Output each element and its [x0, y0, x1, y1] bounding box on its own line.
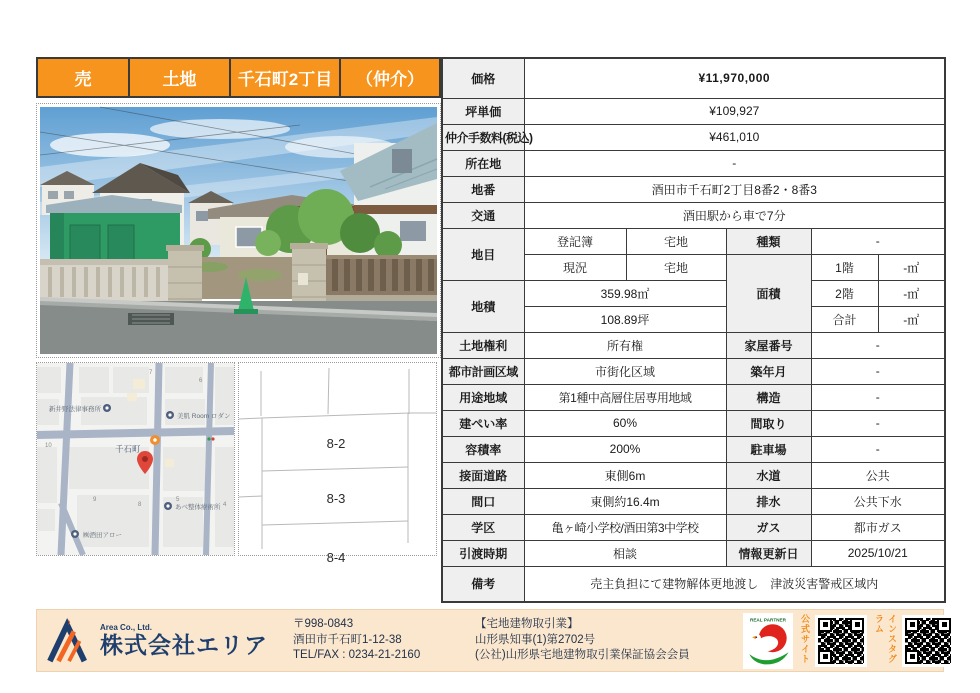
company-logo-icon: [45, 618, 95, 664]
far-label: 容積率: [442, 436, 524, 462]
unit-price-label: 坪単価: [442, 98, 524, 124]
poi-label-beauty-room: 美肌 Room ロダン: [177, 413, 231, 420]
map-illustration: [37, 363, 234, 555]
parcel-label-8-3: 8-3: [326, 491, 346, 506]
city-planning-value: 市街化区域: [524, 358, 726, 384]
official-site-qr-label: 公式サイト: [800, 613, 810, 664]
row-location: [442, 150, 945, 176]
flyer-sheet: [36, 57, 944, 672]
floor-area-f2-key: 2階: [811, 280, 878, 306]
row-remarks: [442, 566, 945, 602]
parcel-label-partial: 8-4: [326, 550, 346, 565]
svg-text:10: 10: [45, 443, 52, 449]
street-address: 酒田市千石町1-12-38: [293, 633, 402, 646]
location-label: 所在地: [442, 150, 524, 176]
parcel-label-8-2: 8-2: [326, 436, 346, 451]
land-rights-value: 所有権: [524, 332, 726, 358]
svg-text:5: 5: [176, 497, 180, 503]
lower-panels: [36, 362, 441, 565]
building-type-value: -: [811, 228, 945, 254]
frontage-label: 間口: [442, 488, 524, 514]
land-area-tsubo: 108.89坪: [524, 306, 726, 332]
lot-number-value: 酒田市千石町2丁目8番2・8番3: [524, 176, 945, 202]
svg-text:7: 7: [149, 370, 153, 376]
row-unit-price: [442, 98, 945, 124]
row-brokerage-fee: [442, 124, 945, 150]
front-road-value: 東側6m: [524, 462, 726, 488]
gas-label: ガス: [726, 514, 811, 540]
land-category-registry-key: 登記簿: [524, 228, 626, 254]
row-front-road: [442, 462, 945, 488]
qr-finder-icon: [905, 618, 919, 632]
parcel-diagram-illustration: [239, 363, 436, 565]
access-value: 酒田駅から車で7分: [524, 202, 945, 228]
svg-text:9: 9: [93, 497, 97, 503]
license-block: [475, 617, 741, 664]
row-coverage: [442, 410, 945, 436]
row-city-planning: [442, 358, 945, 384]
svg-text:4: 4: [223, 502, 227, 508]
land-area-sqm: 359.98㎡: [524, 280, 726, 306]
company-name-en: Area Co., Ltd.: [100, 623, 153, 633]
header-cell-land: 土地: [130, 59, 231, 96]
floor-area-total-key: 合計: [811, 306, 878, 332]
instagram-qr-code: [902, 615, 954, 667]
gas-value: 都市ガス: [811, 514, 945, 540]
instagram-qr-label: インスタグラム: [874, 613, 897, 664]
access-label: 交通: [442, 202, 524, 228]
water-value: 公共: [811, 462, 945, 488]
school-district-label: 学区: [442, 514, 524, 540]
floor-plan-label: 間取り: [726, 410, 811, 436]
house-number-value: -: [811, 332, 945, 358]
floor-area-total-value: -㎡: [878, 306, 945, 332]
property-photo: [36, 103, 441, 358]
unit-price-value: ¥109,927: [524, 98, 945, 124]
structure-label: 構造: [726, 384, 811, 410]
tel-fax: TEL/FAX : 0234-21-2160: [293, 649, 421, 662]
built-date-value: -: [811, 358, 945, 384]
real-partner-text: REAL PARTNER: [749, 616, 787, 622]
company-address-block: [293, 617, 475, 664]
parking-value: -: [811, 436, 945, 462]
qr-finder-icon: [818, 650, 832, 664]
land-category-current-key: 現況: [524, 254, 626, 280]
location-value: -: [524, 150, 945, 176]
school-district-value: 亀ヶ崎小学校/酒田第3中学校: [524, 514, 726, 540]
company-names: [100, 624, 268, 657]
left-column: [36, 57, 441, 565]
handover-label: 引渡時期: [442, 540, 524, 566]
row-land-category-registry: [442, 228, 945, 254]
brokerage-fee-label: 仲介手数料(税込): [442, 124, 524, 150]
floor-area-f2-value: -㎡: [878, 280, 945, 306]
sewage-label: 排水: [726, 488, 811, 514]
land-category-label: 地目: [442, 228, 524, 280]
row-school-district: [442, 514, 945, 540]
remarks-label: 備考: [442, 566, 524, 602]
row-price: [442, 58, 945, 98]
qr-finder-icon: [905, 650, 919, 664]
floor-plan-value: -: [811, 410, 945, 436]
land-category-current-value: 宅地: [626, 254, 726, 280]
price-value: ¥11,970,000: [524, 58, 945, 98]
header-cell-sale: 売: [38, 59, 130, 96]
real-partner-icon: [743, 613, 793, 669]
association-membership: (公社)山形県宅地建物取引業保証協会会員: [475, 649, 690, 662]
sewage-value: 公共下水: [811, 488, 945, 514]
row-land-rights: [442, 332, 945, 358]
property-photo-illustration: [40, 107, 437, 354]
water-label: 水道: [726, 462, 811, 488]
official-site-qr-code: [815, 615, 867, 667]
row-frontage: [442, 488, 945, 514]
lot-number-label: 地番: [442, 176, 524, 202]
parking-label: 駐車場: [726, 436, 811, 462]
row-zoning: [442, 384, 945, 410]
handover-value: 相談: [524, 540, 726, 566]
traffic-light-icon: [207, 437, 210, 440]
far-value: 200%: [524, 436, 726, 462]
zoning-label: 用途地域: [442, 384, 524, 410]
svg-text:8: 8: [138, 502, 142, 508]
qr-finder-icon: [937, 618, 951, 632]
building-type-label: 種類: [726, 228, 811, 254]
official-site-qr-group: [799, 614, 867, 668]
footer: [36, 609, 944, 672]
structure-value: -: [811, 384, 945, 410]
header-cell-brokerage: （仲介）: [356, 70, 424, 89]
svg-text:6: 6: [199, 378, 203, 384]
property-spec-table: [441, 57, 946, 603]
instagram-qr-group: [873, 614, 954, 668]
road: [40, 297, 437, 354]
company-logo-block: [45, 618, 293, 664]
zoning-value: 第1種中高層住居専用地域: [524, 384, 726, 410]
info-updated-value: 2025/10/21: [811, 540, 945, 566]
company-name-jp: 株式会社エリア: [100, 631, 268, 658]
real-partner-logo: [743, 613, 793, 669]
remarks-value: 売主負担にて建物解体更地渡し 津波災害警戒区域内: [524, 566, 945, 602]
frontage-value: 東側約16.4m: [524, 488, 726, 514]
land-rights-label: 土地権利: [442, 332, 524, 358]
map-area-label: 千石町: [115, 444, 141, 454]
floor-area-f1-value: -㎡: [878, 254, 945, 280]
info-updated-label: 情報更新日: [726, 540, 811, 566]
header-cell-district: 千石町2丁目: [231, 59, 341, 96]
row-land-area-sqm: [442, 280, 945, 306]
row-lot-number: [442, 176, 945, 202]
poi-label-arrow: ㈱酒田アロー: [83, 532, 122, 539]
top-section: [36, 57, 944, 603]
postal-code: 〒998-0843: [293, 618, 354, 631]
front-road-label: 接面道路: [442, 462, 524, 488]
coverage-label: 建ぺい率: [442, 410, 524, 436]
qr-finder-icon: [850, 618, 864, 632]
city-planning-label: 都市計画区域: [442, 358, 524, 384]
brokerage-fee-value: ¥461,010: [524, 124, 945, 150]
row-access: [442, 202, 945, 228]
coverage-value: 60%: [524, 410, 726, 436]
parcel-diagram: [238, 362, 437, 565]
land-category-registry-value: 宅地: [626, 228, 726, 254]
row-far: [442, 436, 945, 462]
built-date-label: 築年月: [726, 358, 811, 384]
floor-area-label: 面積: [726, 254, 811, 332]
qr-finder-icon: [818, 618, 832, 632]
floor-area-f1-key: 1階: [811, 254, 878, 280]
license-number: 山形県知事(1)第2702号: [475, 633, 596, 646]
house-number-label: 家屋番号: [726, 332, 811, 358]
left-fence: [40, 259, 170, 301]
location-map: [36, 362, 235, 556]
license-heading: 【宅地建物取引業】: [475, 618, 579, 631]
listing-type-header: [36, 57, 441, 98]
price-label: 価格: [442, 58, 524, 98]
poi-label-law-office: 新井野法律事務所: [49, 406, 101, 413]
row-handover: [442, 540, 945, 566]
poi-label-seitai: あべ整体療術所: [175, 504, 221, 511]
land-area-label: 地積: [442, 280, 524, 332]
